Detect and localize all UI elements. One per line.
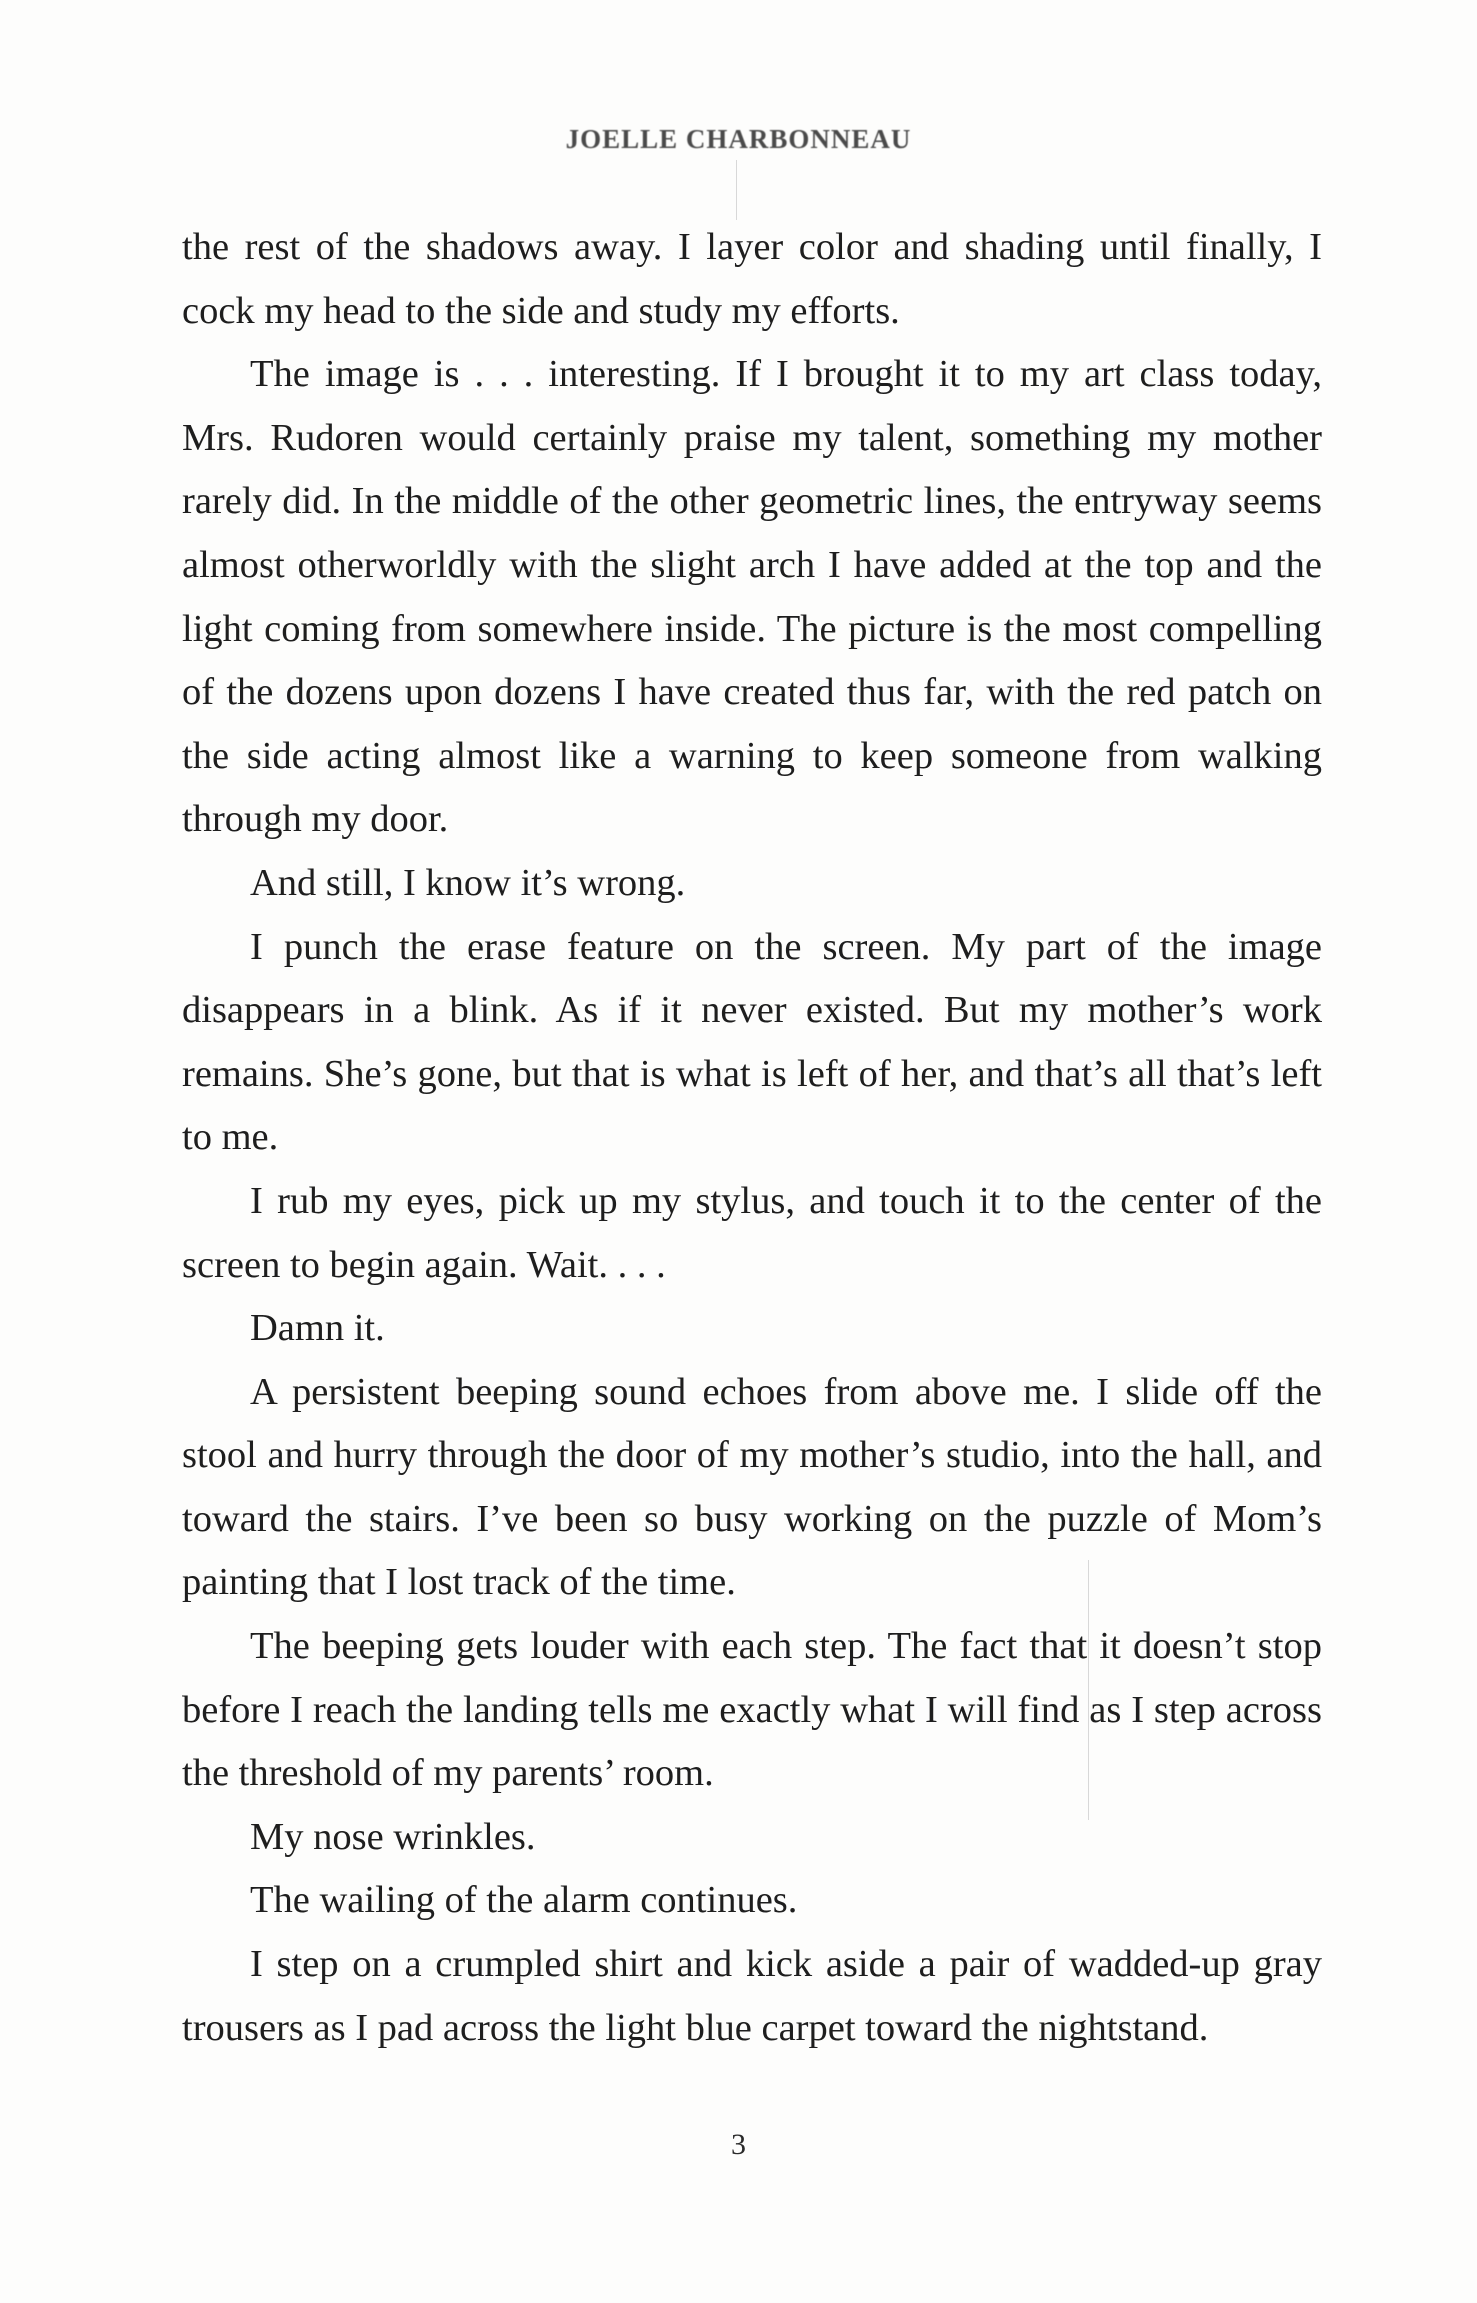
paragraph: I punch the erase feature on the screen. My part of the image disappears in a blink. As if it never existed. But my mother’s work remains. She’s gone, but that is what is left of her, and that’s all that’s left to me. bbox=[182, 925, 1322, 1159]
paragraph: The beeping gets louder with each step. The fact that it doesn’t stop before I reach the landing tells me exactly what I will find as I step across the threshold of my parents’ room. bbox=[182, 1625, 1322, 1795]
page-number: 3 bbox=[731, 2128, 746, 2161]
scan-line-top bbox=[736, 160, 737, 220]
paragraph: I step on a crumpled shirt and kick aside a pair of wadded-up gray trousers as I pad across the light blue carpet toward the nightstand. bbox=[182, 1943, 1322, 2049]
paragraph: the rest of the shadows away. I layer color and shading until finally, I cock my head to the side and study my efforts. bbox=[182, 226, 1322, 332]
paragraph: My nose wrinkles. bbox=[250, 1815, 536, 1858]
running-head: JOELLE CHARBONNEAU bbox=[565, 124, 912, 154]
paragraph: Damn it. bbox=[250, 1307, 385, 1350]
paragraph: The image is . . . interesting. If I brought it to my art class today, Mrs. Rudoren would certainly praise my talent, something my mother rarely did. In the middle of the other geometric lines, the entryway seems almost otherworldly with the slight arch I have added at the top and the light coming from somewhere inside. The picture is the most compelling of the dozens upon dozens I have created thus far, with the red patch on the side acting almost like a warning to keep someone from walking through my door. bbox=[182, 353, 1322, 841]
paragraph: I rub my eyes, pick up my stylus, and touch it to the center of the screen to begin again. Wait. . . . bbox=[182, 1179, 1322, 1286]
paragraph: And still, I know it’s wrong. bbox=[250, 861, 686, 904]
body-text bbox=[182, 216, 1322, 2060]
paragraph: The wailing of the alarm continues. bbox=[250, 1879, 798, 1922]
paragraph: A persistent beeping sound echoes from above me. I slide off the stool and hurry through the door of my mother’s studio, into the hall, and toward the stairs. I’ve been so busy working on the puzzle of Mom’s painting that I lost track of the time. bbox=[182, 1370, 1322, 1604]
